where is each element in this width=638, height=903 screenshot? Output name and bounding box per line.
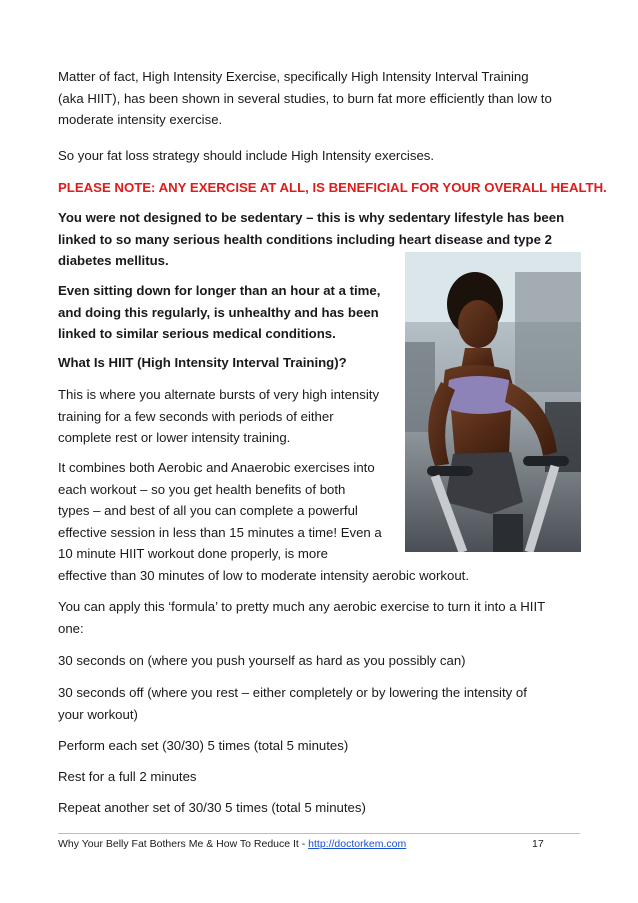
paragraph-hiit-intro: [58, 66, 552, 131]
step-repeat-set: Repeat another set of 30/30 5 times (total 5 minutes): [58, 800, 366, 815]
step-seconds-off: [58, 682, 527, 725]
text-line: complete rest or lower intensity training.: [58, 430, 291, 445]
text-line: (aka HIIT), has been shown in several studies, to burn fat more efficiently than low to: [58, 90, 552, 106]
page-footer: [58, 837, 578, 851]
text-line: your workout): [58, 706, 138, 722]
step-seconds-on: 30 seconds on (where you push yourself as hard as you possibly can): [58, 653, 466, 668]
text-line: 30 seconds off (where you rest – either completely or by lowering the intensity of: [58, 685, 527, 700]
text-line: and doing this regularly, is unhealthy and has been: [58, 304, 379, 320]
text-line: Even sitting down for longer than an hour at a time,: [58, 283, 381, 298]
text-line: moderate intensity exercise.: [58, 112, 223, 127]
text-line: You were not designed to be sedentary – this is why sedentary lifestyle has been: [58, 210, 565, 225]
text-line: linked to so many serious health conditions including heart disease and type 2: [58, 231, 552, 247]
text-line: one:: [58, 620, 84, 636]
step-rest: Rest for a full 2 minutes: [58, 769, 197, 784]
text-line: Matter of fact, High Intensity Exercise, specifically High Intensity Interval Training: [58, 69, 529, 84]
paragraph-fat-loss-strategy: So your fat loss strategy should include High Intensity exercises.: [58, 148, 435, 163]
text-line: linked to similar serious medical conditions.: [58, 326, 336, 341]
text-line: You can apply this ‘formula’ to pretty much any aerobic exercise to turn it into a HIIT: [58, 599, 546, 614]
paragraph-formula: [58, 596, 545, 639]
section-heading-what-is-hiit: What Is HIIT (High Intensity Interval Training)?: [58, 355, 347, 370]
text-line: 10 minute HIIT workout done properly, is more: [58, 546, 328, 561]
woman-exercise-bike-photo: [405, 252, 581, 552]
footer-divider: [58, 833, 580, 834]
paragraph-hiit-definition: [58, 384, 379, 449]
footer-website-link[interactable]: http://doctorkem.com: [308, 838, 407, 850]
text-line: each workout – so you get health benefits of both: [58, 481, 346, 497]
text-line: It combines both Aerobic and Anaerobic exercises into: [58, 460, 375, 475]
text-line: types – and best of all you can complete a powerful: [58, 503, 358, 518]
footer-book-title: Why Your Belly Fat Bothers Me & How To Reduce It -: [58, 838, 309, 850]
text-line: training for a few seconds with periods of either: [58, 408, 334, 424]
paragraph-sitting-down: [58, 280, 380, 345]
page-number: 17: [532, 838, 544, 850]
text-line: diabetes mellitus.: [58, 253, 169, 268]
please-note-warning: PLEASE NOTE: ANY EXERCISE AT ALL, IS BENEFICIAL FOR YOUR OVERALL HEALTH.: [58, 180, 607, 195]
step-perform-set: Perform each set (30/30) 5 times (total 5 minutes): [58, 738, 349, 753]
text-line: This is where you alternate bursts of very high intensity: [58, 387, 380, 402]
text-line: effective than 30 minutes of low to moderate intensity aerobic workout.: [58, 567, 469, 583]
text-line: effective session in less than 15 minutes a time! Even a: [58, 524, 382, 540]
